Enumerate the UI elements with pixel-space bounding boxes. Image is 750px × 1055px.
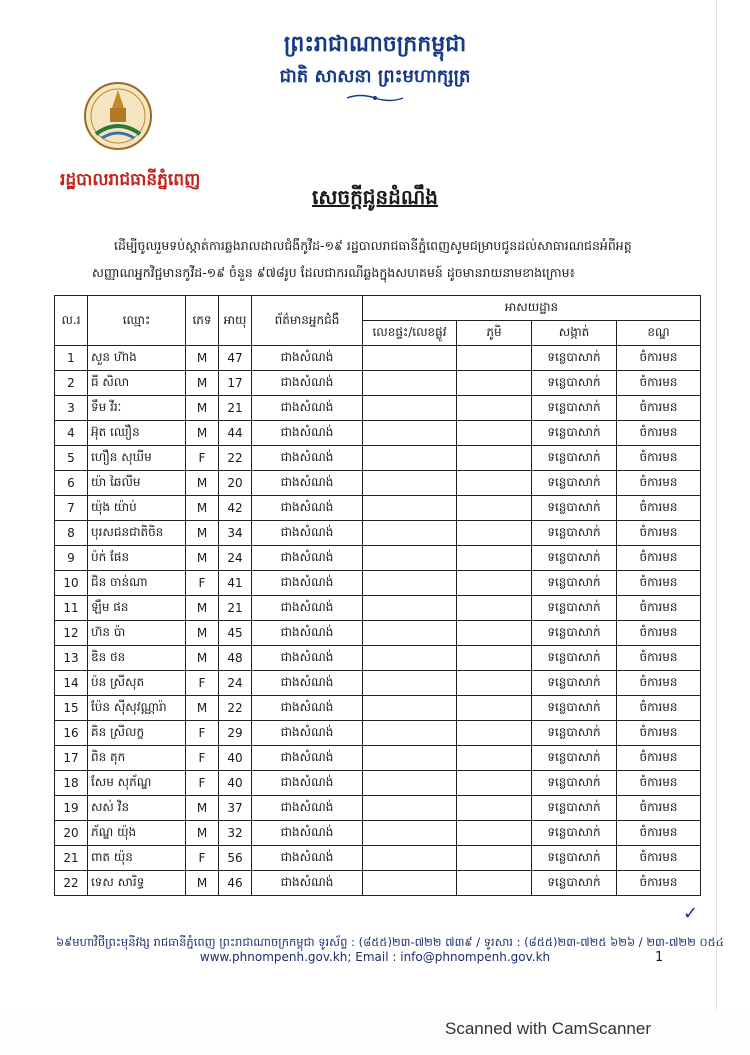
table-row xyxy=(55,346,701,371)
cell-sangkat: ទន្លេបាសាក់ xyxy=(532,521,617,546)
cell-village xyxy=(457,746,532,771)
cell-sex: M xyxy=(186,546,219,571)
cell-sex: M xyxy=(186,821,219,846)
cell-village xyxy=(457,371,532,396)
cell-house xyxy=(363,671,457,696)
cell-no: 3 xyxy=(55,396,88,421)
cell-age: 44 xyxy=(219,421,252,446)
cell-house xyxy=(363,596,457,621)
cell-info: ជាងសំណង់ xyxy=(252,796,363,821)
cell-khan: ចំការមន xyxy=(617,521,701,546)
ornament-divider xyxy=(345,93,405,103)
cell-khan: ចំការមន xyxy=(617,546,701,571)
cell-name: ពិន តុក xyxy=(88,746,186,771)
table-row xyxy=(55,421,701,446)
cell-name: គិន ស្រីលក្ខ xyxy=(88,721,186,746)
cell-age: 40 xyxy=(219,746,252,771)
cell-village xyxy=(457,671,532,696)
cell-info: ជាងសំណង់ xyxy=(252,371,363,396)
cell-village xyxy=(457,421,532,446)
cell-sex: F xyxy=(186,671,219,696)
cell-khan: ចំការមន xyxy=(617,471,701,496)
admin-name: រដ្ឋបាលរាជធានីភ្នំពេញ xyxy=(60,170,201,190)
cell-info: ជាងសំណង់ xyxy=(252,721,363,746)
cell-house xyxy=(363,546,457,571)
cell-house xyxy=(363,471,457,496)
cell-sangkat: ទន្លេបាសាក់ xyxy=(532,771,617,796)
cell-age: 29 xyxy=(219,721,252,746)
cell-sex: M xyxy=(186,396,219,421)
header-khan: ខណ្ឌ xyxy=(617,321,701,346)
cell-house xyxy=(363,521,457,546)
cell-no: 11 xyxy=(55,596,88,621)
cell-sex: M xyxy=(186,521,219,546)
cell-sex: M xyxy=(186,346,219,371)
cell-khan: ចំការមន xyxy=(617,371,701,396)
table-row xyxy=(55,671,701,696)
cell-sex: F xyxy=(186,771,219,796)
cell-age: 46 xyxy=(219,871,252,896)
cell-info: ជាងសំណង់ xyxy=(252,821,363,846)
cell-house xyxy=(363,421,457,446)
cell-house xyxy=(363,871,457,896)
cell-name: ធី សិលា xyxy=(88,371,186,396)
table-row xyxy=(55,796,701,821)
cell-village xyxy=(457,871,532,896)
city-hall-logo xyxy=(82,78,154,156)
cell-khan: ចំការមន xyxy=(617,646,701,671)
cell-no: 21 xyxy=(55,846,88,871)
cell-house xyxy=(363,721,457,746)
cell-age: 45 xyxy=(219,621,252,646)
cell-name: សស់ វិន xyxy=(88,796,186,821)
header-name: ឈ្មោះ xyxy=(88,296,186,346)
cell-info: ជាងសំណង់ xyxy=(252,571,363,596)
cell-info: ជាងសំណង់ xyxy=(252,396,363,421)
cell-no: 2 xyxy=(55,371,88,396)
cell-age: 48 xyxy=(219,646,252,671)
cell-house xyxy=(363,796,457,821)
scanner-watermark: Scanned with CamScanner xyxy=(445,1019,652,1038)
cell-info: ជាងសំណង់ xyxy=(252,646,363,671)
cell-sex: F xyxy=(186,571,219,596)
cell-info: ជាងសំណង់ xyxy=(252,346,363,371)
cell-sex: M xyxy=(186,371,219,396)
cell-village xyxy=(457,521,532,546)
cell-sex: M xyxy=(186,421,219,446)
table-row xyxy=(55,871,701,896)
table-row xyxy=(55,846,701,871)
cell-name: យ៉ុង យ៉ាប់ xyxy=(88,496,186,521)
cell-age: 22 xyxy=(219,696,252,721)
cell-village xyxy=(457,696,532,721)
table-row xyxy=(55,696,701,721)
cell-house xyxy=(363,621,457,646)
cell-info: ជាងសំណង់ xyxy=(252,871,363,896)
cell-no: 16 xyxy=(55,721,88,746)
table-row xyxy=(55,496,701,521)
footer-web-email: www.phnompenh.gov.kh; Email : info@phnompenh.gov.kh xyxy=(199,950,551,964)
table-row xyxy=(55,596,701,621)
cell-no: 13 xyxy=(55,646,88,671)
cell-sangkat: ទន្លេបាសាក់ xyxy=(532,421,617,446)
cell-sangkat: ទន្លេបាសាក់ xyxy=(532,646,617,671)
cell-name: ហឿន សុឃីម xyxy=(88,446,186,471)
cell-village xyxy=(457,571,532,596)
cell-sex: F xyxy=(186,846,219,871)
table-row xyxy=(55,396,701,421)
cell-sangkat: ទន្លេបាសាក់ xyxy=(532,696,617,721)
patient-rows xyxy=(55,346,701,896)
cell-age: 41 xyxy=(219,571,252,596)
cell-info: ជាងសំណង់ xyxy=(252,771,363,796)
cell-sex: M xyxy=(186,871,219,896)
cell-sex: M xyxy=(186,646,219,671)
cell-age: 24 xyxy=(219,546,252,571)
cell-sex: M xyxy=(186,596,219,621)
cell-village xyxy=(457,546,532,571)
table-row xyxy=(55,771,701,796)
cell-house xyxy=(363,346,457,371)
cell-khan: ចំការមន xyxy=(617,696,701,721)
table-row xyxy=(55,746,701,771)
cell-name: បុរសជនជាតិចិន xyxy=(88,521,186,546)
cell-village xyxy=(457,471,532,496)
cell-no: 20 xyxy=(55,821,88,846)
cell-info: ជាងសំណង់ xyxy=(252,746,363,771)
cell-khan: ចំការមន xyxy=(617,846,701,871)
cell-age: 40 xyxy=(219,771,252,796)
cell-info: ជាងសំណង់ xyxy=(252,846,363,871)
cell-sangkat: ទន្លេបាសាក់ xyxy=(532,871,617,896)
cell-name: ប៉ន ស្រីសុត xyxy=(88,671,186,696)
table-row xyxy=(55,571,701,596)
cell-sangkat: ទន្លេបាសាក់ xyxy=(532,446,617,471)
cell-no: 7 xyxy=(55,496,88,521)
cell-sex: M xyxy=(186,621,219,646)
cell-age: 24 xyxy=(219,671,252,696)
header-age: អាយុ xyxy=(219,296,252,346)
cell-sangkat: ទន្លេបាសាក់ xyxy=(532,796,617,821)
cell-name: ជិន ចាន់ណា xyxy=(88,571,186,596)
cell-khan: ចំការមន xyxy=(617,596,701,621)
cell-age: 47 xyxy=(219,346,252,371)
header-village: ភូមិ xyxy=(457,321,532,346)
cell-no: 14 xyxy=(55,671,88,696)
cell-no: 9 xyxy=(55,546,88,571)
cell-age: 37 xyxy=(219,796,252,821)
cell-info: ជាងសំណង់ xyxy=(252,496,363,521)
cell-village xyxy=(457,821,532,846)
table-row xyxy=(55,471,701,496)
cell-info: ជាងសំណង់ xyxy=(252,546,363,571)
cell-sangkat: ទន្លេបាសាក់ xyxy=(532,746,617,771)
table-row xyxy=(55,721,701,746)
kingdom-heading: ព្រះរាជាណាចក្រកម្ពុជា xyxy=(283,31,467,57)
cell-sex: M xyxy=(186,796,219,821)
header-sex: ភេទ xyxy=(186,296,219,346)
patient-table xyxy=(54,295,701,896)
intro-paragraph: ដើម្បីចូលរួមទប់ស្កាត់ការឆ្លងរាលដាលជំងឺកូវីដ-១៩ រដ្ឋបាលរាជធានីភ្នំពេញសូមជម្រាបជូនដល់សាធារណជនអំពីអត្តសញ្ញាណអ្នកវិជ្ជមានកូវីដ-១៩ ចំនួន ៩៧៨រូប ដែលជាករណីឆ្លងក្នុងសហគមន៍ ដូចមានរាយនាមខាងក្រោម៖ xyxy=(92,238,632,280)
cell-sangkat: ទន្លេបាសាក់ xyxy=(532,471,617,496)
cell-sangkat: ទន្លេបាសាក់ xyxy=(532,821,617,846)
cell-age: 32 xyxy=(219,821,252,846)
table-row xyxy=(55,371,701,396)
cell-sangkat: ទន្លេបាសាក់ xyxy=(532,371,617,396)
cell-house xyxy=(363,846,457,871)
cell-sangkat: ទន្លេបាសាក់ xyxy=(532,496,617,521)
cell-khan: ចំការមន xyxy=(617,721,701,746)
cell-village xyxy=(457,721,532,746)
cell-village xyxy=(457,796,532,821)
cell-no: 15 xyxy=(55,696,88,721)
cell-sangkat: ទន្លេបាសាក់ xyxy=(532,846,617,871)
cell-name: ឌិន ថន xyxy=(88,646,186,671)
cell-house xyxy=(363,771,457,796)
cell-house xyxy=(363,496,457,521)
cell-khan: ចំការមន xyxy=(617,346,701,371)
cell-village xyxy=(457,621,532,646)
cell-no: 18 xyxy=(55,771,88,796)
table-row xyxy=(55,821,701,846)
cell-info: ជាងសំណង់ xyxy=(252,446,363,471)
cell-village xyxy=(457,446,532,471)
header-no: ល.រ xyxy=(55,296,88,346)
handwritten-check-mark: ✓ xyxy=(683,903,699,924)
cell-khan: ចំការមន xyxy=(617,621,701,646)
cell-no: 12 xyxy=(55,621,88,646)
cell-name: ទឹម វីរៈ xyxy=(88,396,186,421)
cell-no: 6 xyxy=(55,471,88,496)
cell-no: 19 xyxy=(55,796,88,821)
cell-house xyxy=(363,696,457,721)
cell-name: ប៉ក់ ផែន xyxy=(88,546,186,571)
cell-info: ជាងសំណង់ xyxy=(252,471,363,496)
cell-khan: ចំការមន xyxy=(617,771,701,796)
cell-name: សែម សុភ័ណ្ឌ xyxy=(88,771,186,796)
cell-no: 4 xyxy=(55,421,88,446)
cell-village xyxy=(457,771,532,796)
cell-info: ជាងសំណង់ xyxy=(252,596,363,621)
cell-age: 42 xyxy=(219,496,252,521)
table-row xyxy=(55,546,701,571)
cell-sangkat: ទន្លេបាសាក់ xyxy=(532,596,617,621)
cell-village xyxy=(457,596,532,621)
header-house: លេខផ្ទះ/លេខផ្លូវ xyxy=(363,321,457,346)
cell-info: ជាងសំណង់ xyxy=(252,671,363,696)
cell-info: ជាងសំណង់ xyxy=(252,696,363,721)
cell-name: ហ៊ន ប៉ា xyxy=(88,621,186,646)
cell-no: 17 xyxy=(55,746,88,771)
cell-khan: ចំការមន xyxy=(617,746,701,771)
cell-age: 22 xyxy=(219,446,252,471)
cell-age: 17 xyxy=(219,371,252,396)
table-row xyxy=(55,446,701,471)
cell-khan: ចំការមន xyxy=(617,821,701,846)
cell-khan: ចំការមន xyxy=(617,396,701,421)
cell-name: ប៉ែន ស៊ីសុវណ្ណារ៉ា xyxy=(88,696,186,721)
cell-khan: ចំការមន xyxy=(617,496,701,521)
document-title: សេចក្តីជូនដំណឹង xyxy=(312,185,438,209)
national-motto: ជាតិ សាសនា ព្រះមហាក្សត្រ xyxy=(279,66,471,87)
cell-no: 10 xyxy=(55,571,88,596)
table-row xyxy=(55,621,701,646)
cell-info: ជាងសំណង់ xyxy=(252,421,363,446)
cell-name: ទេស សារិទ្ធ xyxy=(88,871,186,896)
cell-sex: F xyxy=(186,446,219,471)
page-edge xyxy=(716,0,717,1010)
cell-khan: ចំការមន xyxy=(617,671,701,696)
cell-sangkat: ទន្លេបាសាក់ xyxy=(532,346,617,371)
cell-age: 21 xyxy=(219,596,252,621)
cell-sangkat: ទន្លេបាសាក់ xyxy=(532,621,617,646)
cell-house xyxy=(363,396,457,421)
cell-name: ភ័ណ្ឌ យ៉ុង xyxy=(88,821,186,846)
cell-house xyxy=(363,571,457,596)
cell-no: 8 xyxy=(55,521,88,546)
cell-sangkat: ទន្លេបាសាក់ xyxy=(532,721,617,746)
table-row xyxy=(55,646,701,671)
cell-village xyxy=(457,846,532,871)
cell-khan: ចំការមន xyxy=(617,421,701,446)
cell-sangkat: ទន្លេបាសាក់ xyxy=(532,571,617,596)
cell-no: 1 xyxy=(55,346,88,371)
cell-house xyxy=(363,371,457,396)
cell-age: 20 xyxy=(219,471,252,496)
cell-khan: ចំការមន xyxy=(617,871,701,896)
cell-house xyxy=(363,646,457,671)
footer-address: ៦៩មហាវិថីព្រះមុនីវង្ស រាជធានីភ្នំពេញ ព្រះរាជាណាចក្រកម្ពុជា ទូរស័ព្ទ : (៨៥៥)២៣-៧២២ ៧៣៩ / ទូរសារ : (៨៥៥)២៣-៧២៥ ៦២៦ / ២៣-៧២២ ០៥៤ xyxy=(56,935,724,949)
page-number: 1 xyxy=(655,950,664,965)
header-address: អាសយដ្ឋាន xyxy=(363,296,701,321)
cell-village xyxy=(457,346,532,371)
cell-age: 34 xyxy=(219,521,252,546)
cell-name: អ៊ុត ឈឿន xyxy=(88,421,186,446)
cell-no: 22 xyxy=(55,871,88,896)
cell-khan: ចំការមន xyxy=(617,446,701,471)
header-sangkat: សង្កាត់ xyxy=(532,321,617,346)
cell-name: យ៉ា ឆៃលីម xyxy=(88,471,186,496)
cell-sex: M xyxy=(186,696,219,721)
cell-khan: ចំការមន xyxy=(617,796,701,821)
cell-sex: F xyxy=(186,746,219,771)
cell-name: ឡឹម ផន xyxy=(88,596,186,621)
cell-info: ជាងសំណង់ xyxy=(252,521,363,546)
cell-sangkat: ទន្លេបាសាក់ xyxy=(532,671,617,696)
cell-village xyxy=(457,646,532,671)
cell-age: 21 xyxy=(219,396,252,421)
cell-name: ពាត យ៉ុន xyxy=(88,846,186,871)
cell-village xyxy=(457,496,532,521)
cell-village xyxy=(457,396,532,421)
cell-sex: F xyxy=(186,721,219,746)
cell-no: 5 xyxy=(55,446,88,471)
cell-name: សួន ហ៊ាង xyxy=(88,346,186,371)
table-row xyxy=(55,521,701,546)
cell-house xyxy=(363,446,457,471)
cell-info: ជាងសំណង់ xyxy=(252,621,363,646)
cell-sangkat: ទន្លេបាសាក់ xyxy=(532,396,617,421)
cell-sangkat: ទន្លេបាសាក់ xyxy=(532,546,617,571)
header-info: ព័ត៌មានអ្នកជំងឺ xyxy=(252,296,363,346)
cell-sex: M xyxy=(186,471,219,496)
cell-house xyxy=(363,821,457,846)
cell-age: 56 xyxy=(219,846,252,871)
cell-sex: M xyxy=(186,496,219,521)
cell-house xyxy=(363,746,457,771)
cell-khan: ចំការមន xyxy=(617,571,701,596)
